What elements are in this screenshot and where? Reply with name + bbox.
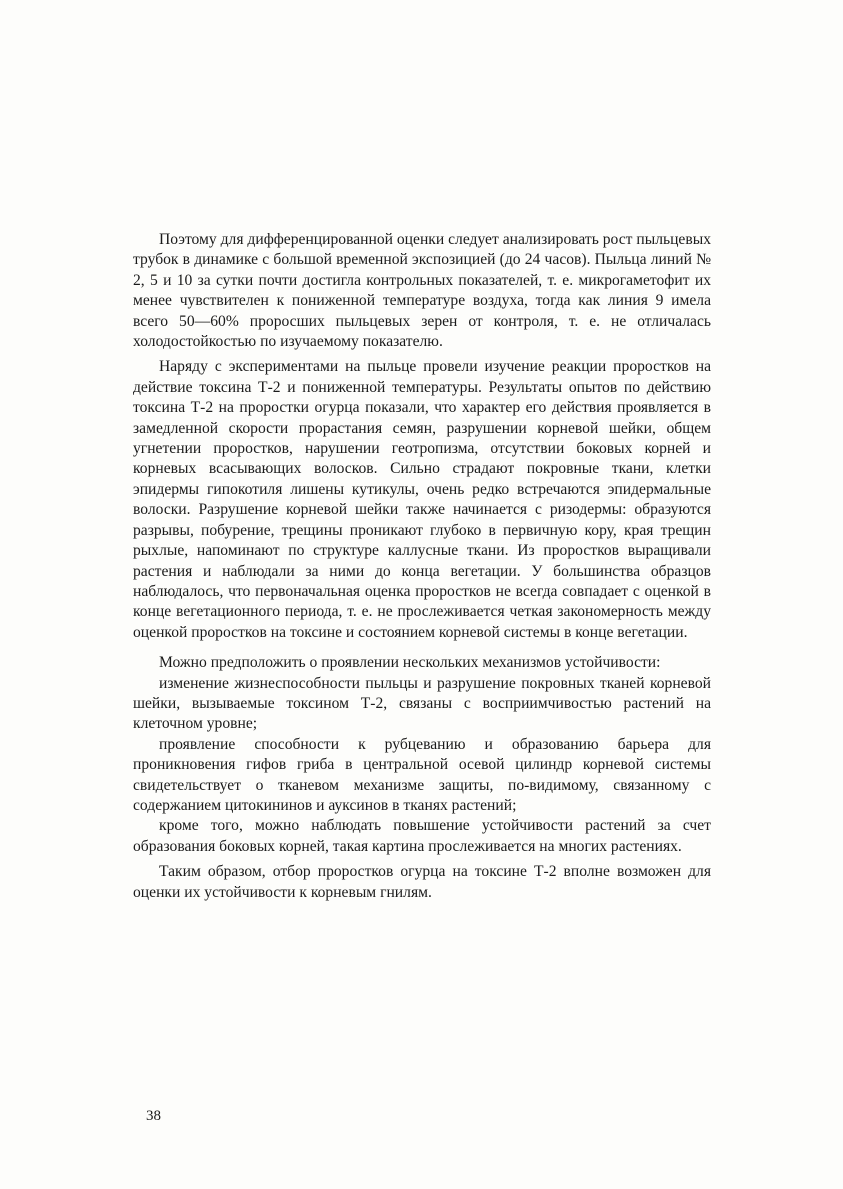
paragraph-conclusion: Таким образом, отбор проростков огурца на токсине Т-2 вполне возможен для оценки их устойчивости к корневым гнилям. [133, 863, 711, 901]
paragraph-pollen-analysis: Поэтому для дифференцированной оценки следует анализировать рост пыльцевых трубок в динамике с большой временной экспозицией (до 24 часов). Пыльца линий № 2, 5 и 10 за сутки почти достигла контрольных показателей, т. е. микрогаметофит их менее чувствителен к пониженной температуре воздуха, тогда как линия 9 имела всего 50—60% проросших пыльцевых зерен от контроля, т. е. не отличалась холодостойкостью по изучаемому показателю. [133, 231, 711, 351]
list-item-lateral-roots: кроме того, можно наблюдать повышение устойчивости растений за счет образования боковых корней, такая картина прослеживается на многих растениях. [133, 817, 711, 855]
list-item-cellular: изменение жизнеспособности пыльцы и разрушение покровных тканей корневой шейки, вызываемые токсином Т-2, связаны с восприимчивостью растений на клеточном уровне; [133, 674, 711, 733]
page-number: 38 [146, 1108, 161, 1124]
body-text [133, 230, 711, 903]
paragraph-seedling-toxin: Наряду с экспериментами на пыльце провели изучение реакции проростков на действие токсина Т-2 и пониженной температуры. Результаты опытов по действию токсина Т-2 на проростки огурца показали, что характер его действия проявляется в замедленной скорости прорастания семян, разрушении корневой шейки, общем угнетении проростков, нарушении геотропизма, отсутствии боковых корней и корневых всасывающих волосков. Сильно страдают покровные ткани, клетки эпидермы гипокотиля лишены кутикулы, очень редко встречаются эпидермальные волоски. Разрушение корневой шейки также начинается с ризодермы: образуются разрывы, побурение, трещины проникают глубоко в первичную кору, края трещин рыхлые, напоминают по структуре каллусные ткани. Из проростков выращивали растения и наблюдали за ними до конца вегетации. У большинства образцов наблюдалось, что первоначальная оценка проростков не всегда совпадает с оценкой в конце вегетационного периода, т. е. не прослеживается четкая закономерность между оценкой проростков на токсине и состоянием корневой системы в конце вегетации. [133, 358, 711, 641]
paragraph-mechanisms-intro: Можно предположить о проявлении нескольких механизмов устойчивости: [159, 654, 661, 672]
list-item-tissue: проявление способности к рубцеванию и образованию барьера для проникновения гифов гриба в центральной осевой цилиндр корневой системы свидетельствует о тканевом механизме защиты, по-видимому, связанному с содержанием цитокининов и ауксинов в тканях растений; [133, 735, 711, 814]
